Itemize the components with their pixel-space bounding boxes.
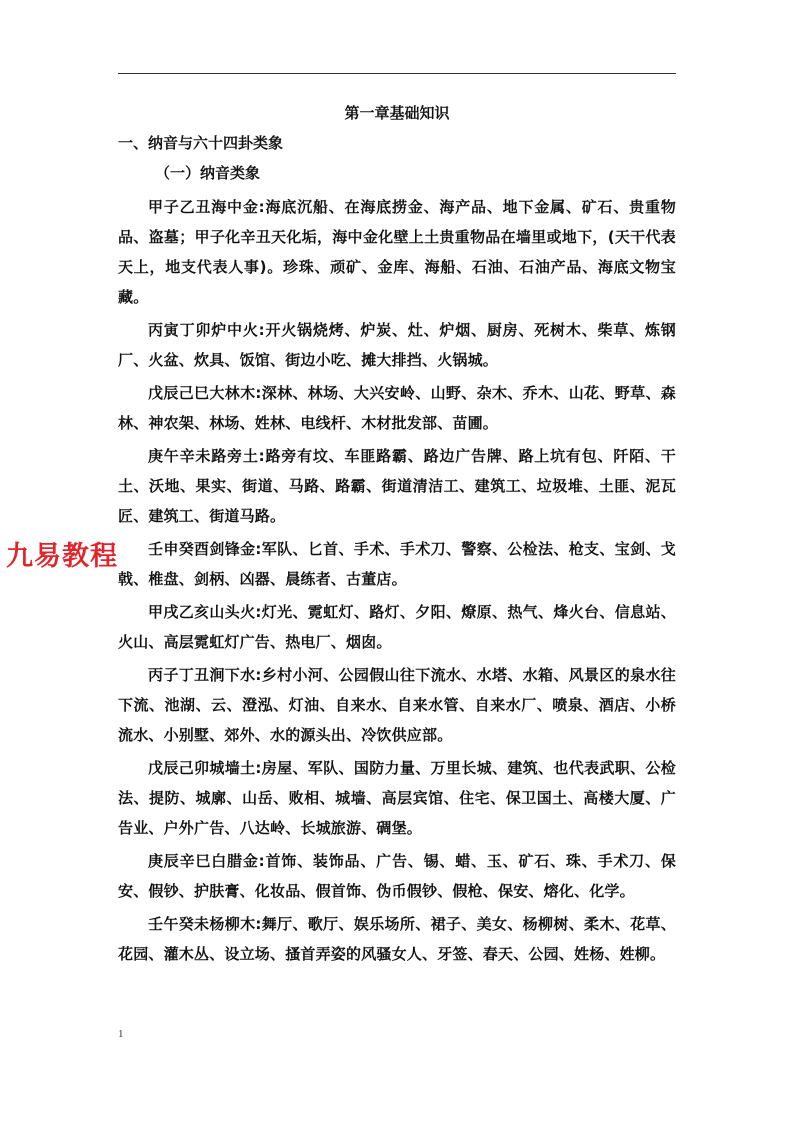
paragraph-lu-zhong-huo: 丙寅丁卯炉中火:开火锅烧烤、炉炭、灶、炉烟、厨房、死树木、柴草、炼钢厂、火盆、炊具、饭馆、街边小吃、摊大排挡、火锅城。 xyxy=(118,321,676,369)
subsection-title: （一）纳音类象 xyxy=(155,164,261,182)
paragraph-lu-pang-tu: 庚午辛未路旁土:路旁有坟、车匪路霸、路边广告牌、路上坑有包、阡陌、干土、沃地、果实、街道、马路、路霸、街道清洁工、建筑工、垃圾堆、土匪、泥瓦匠、建筑工、街道马路。 xyxy=(118,447,676,525)
document-body xyxy=(118,192,676,972)
paragraph-jian-xia-shui: 丙子丁丑涧下水:乡村小河、公园假山往下流水、水塔、水箱、风景区的泉水往下流、池湖、云、澄泓、灯油、自来水、自来水管、自来水厂、喷泉、酒店、小桥流水、小别墅、郊外、水的源头出、冷饮供应部。 xyxy=(118,666,676,744)
paragraph-hai-zhong-jin: 甲子乙丑海中金:海底沉船、在海底捞金、海产品、地下金属、矿石、贵重物品、盗墓；甲子化辛丑天化垢，海中金化壁上土贵重物品在墙里或地下，(天干代表天上，地支代表人事)。珍珠、顽矿、金库、海船、石油、石油产品、海底文物宝藏。 xyxy=(118,198,676,306)
watermark-logo: 九易教程 xyxy=(6,541,118,572)
chapter-title: 第一章基础知识 xyxy=(344,104,450,122)
paragraph-shan-tou-huo: 甲戌乙亥山头火:灯光、霓虹灯、路灯、夕阳、燎原、热气、烽火台、信息站、火山、高层霓虹灯广告、热电厂、烟囱。 xyxy=(118,603,676,651)
paragraph-jian-feng-jin: 壬申癸酉剑锋金:军队、匕首、手术、手术刀、警察、公检法、枪支、宝剑、戈戟、椎盘、剑柄、凶器、晨练者、古董店。 xyxy=(118,540,676,588)
page-number: 1 xyxy=(118,1028,124,1040)
header-rule xyxy=(118,73,676,74)
paragraph-da-lin-mu: 戊辰己巳大林木:深林、林场、大兴安岭、山野、杂木、乔木、山花、野草、森林、神农架、林场、姓林、电线杆、木材批发部、苗圃。 xyxy=(118,384,676,432)
paragraph-bai-la-jin: 庚辰辛巳白腊金:首饰、装饰品、广告、锡、蜡、玉、矿石、珠、手术刀、保安、假钞、护肤膏、化妆品、假首饰、伪币假钞、假枪、保安、熔化、化学。 xyxy=(118,852,676,900)
paragraph-cheng-qiang-tu: 戊辰己卯城墙土:房屋、军队、国防力量、万里长城、建筑、也代表武职、公检法、提防、城廓、山岳、败相、城墙、高层宾馆、住宅、保卫国土、高楼大厦、广告业、户外广告、八达岭、长城旅游、碉堡。 xyxy=(118,759,676,837)
section-title: 一、纳音与六十四卦类象 xyxy=(118,134,284,152)
paragraph-yang-liu-mu: 壬午癸未杨柳木:舞厅、歌厅、娱乐场所、裙子、美女、杨柳树、柔木、花草、花园、灌木丛、设立场、搔首弄姿的风骚女人、牙签、春天、公园、姓杨、姓柳。 xyxy=(118,915,676,963)
